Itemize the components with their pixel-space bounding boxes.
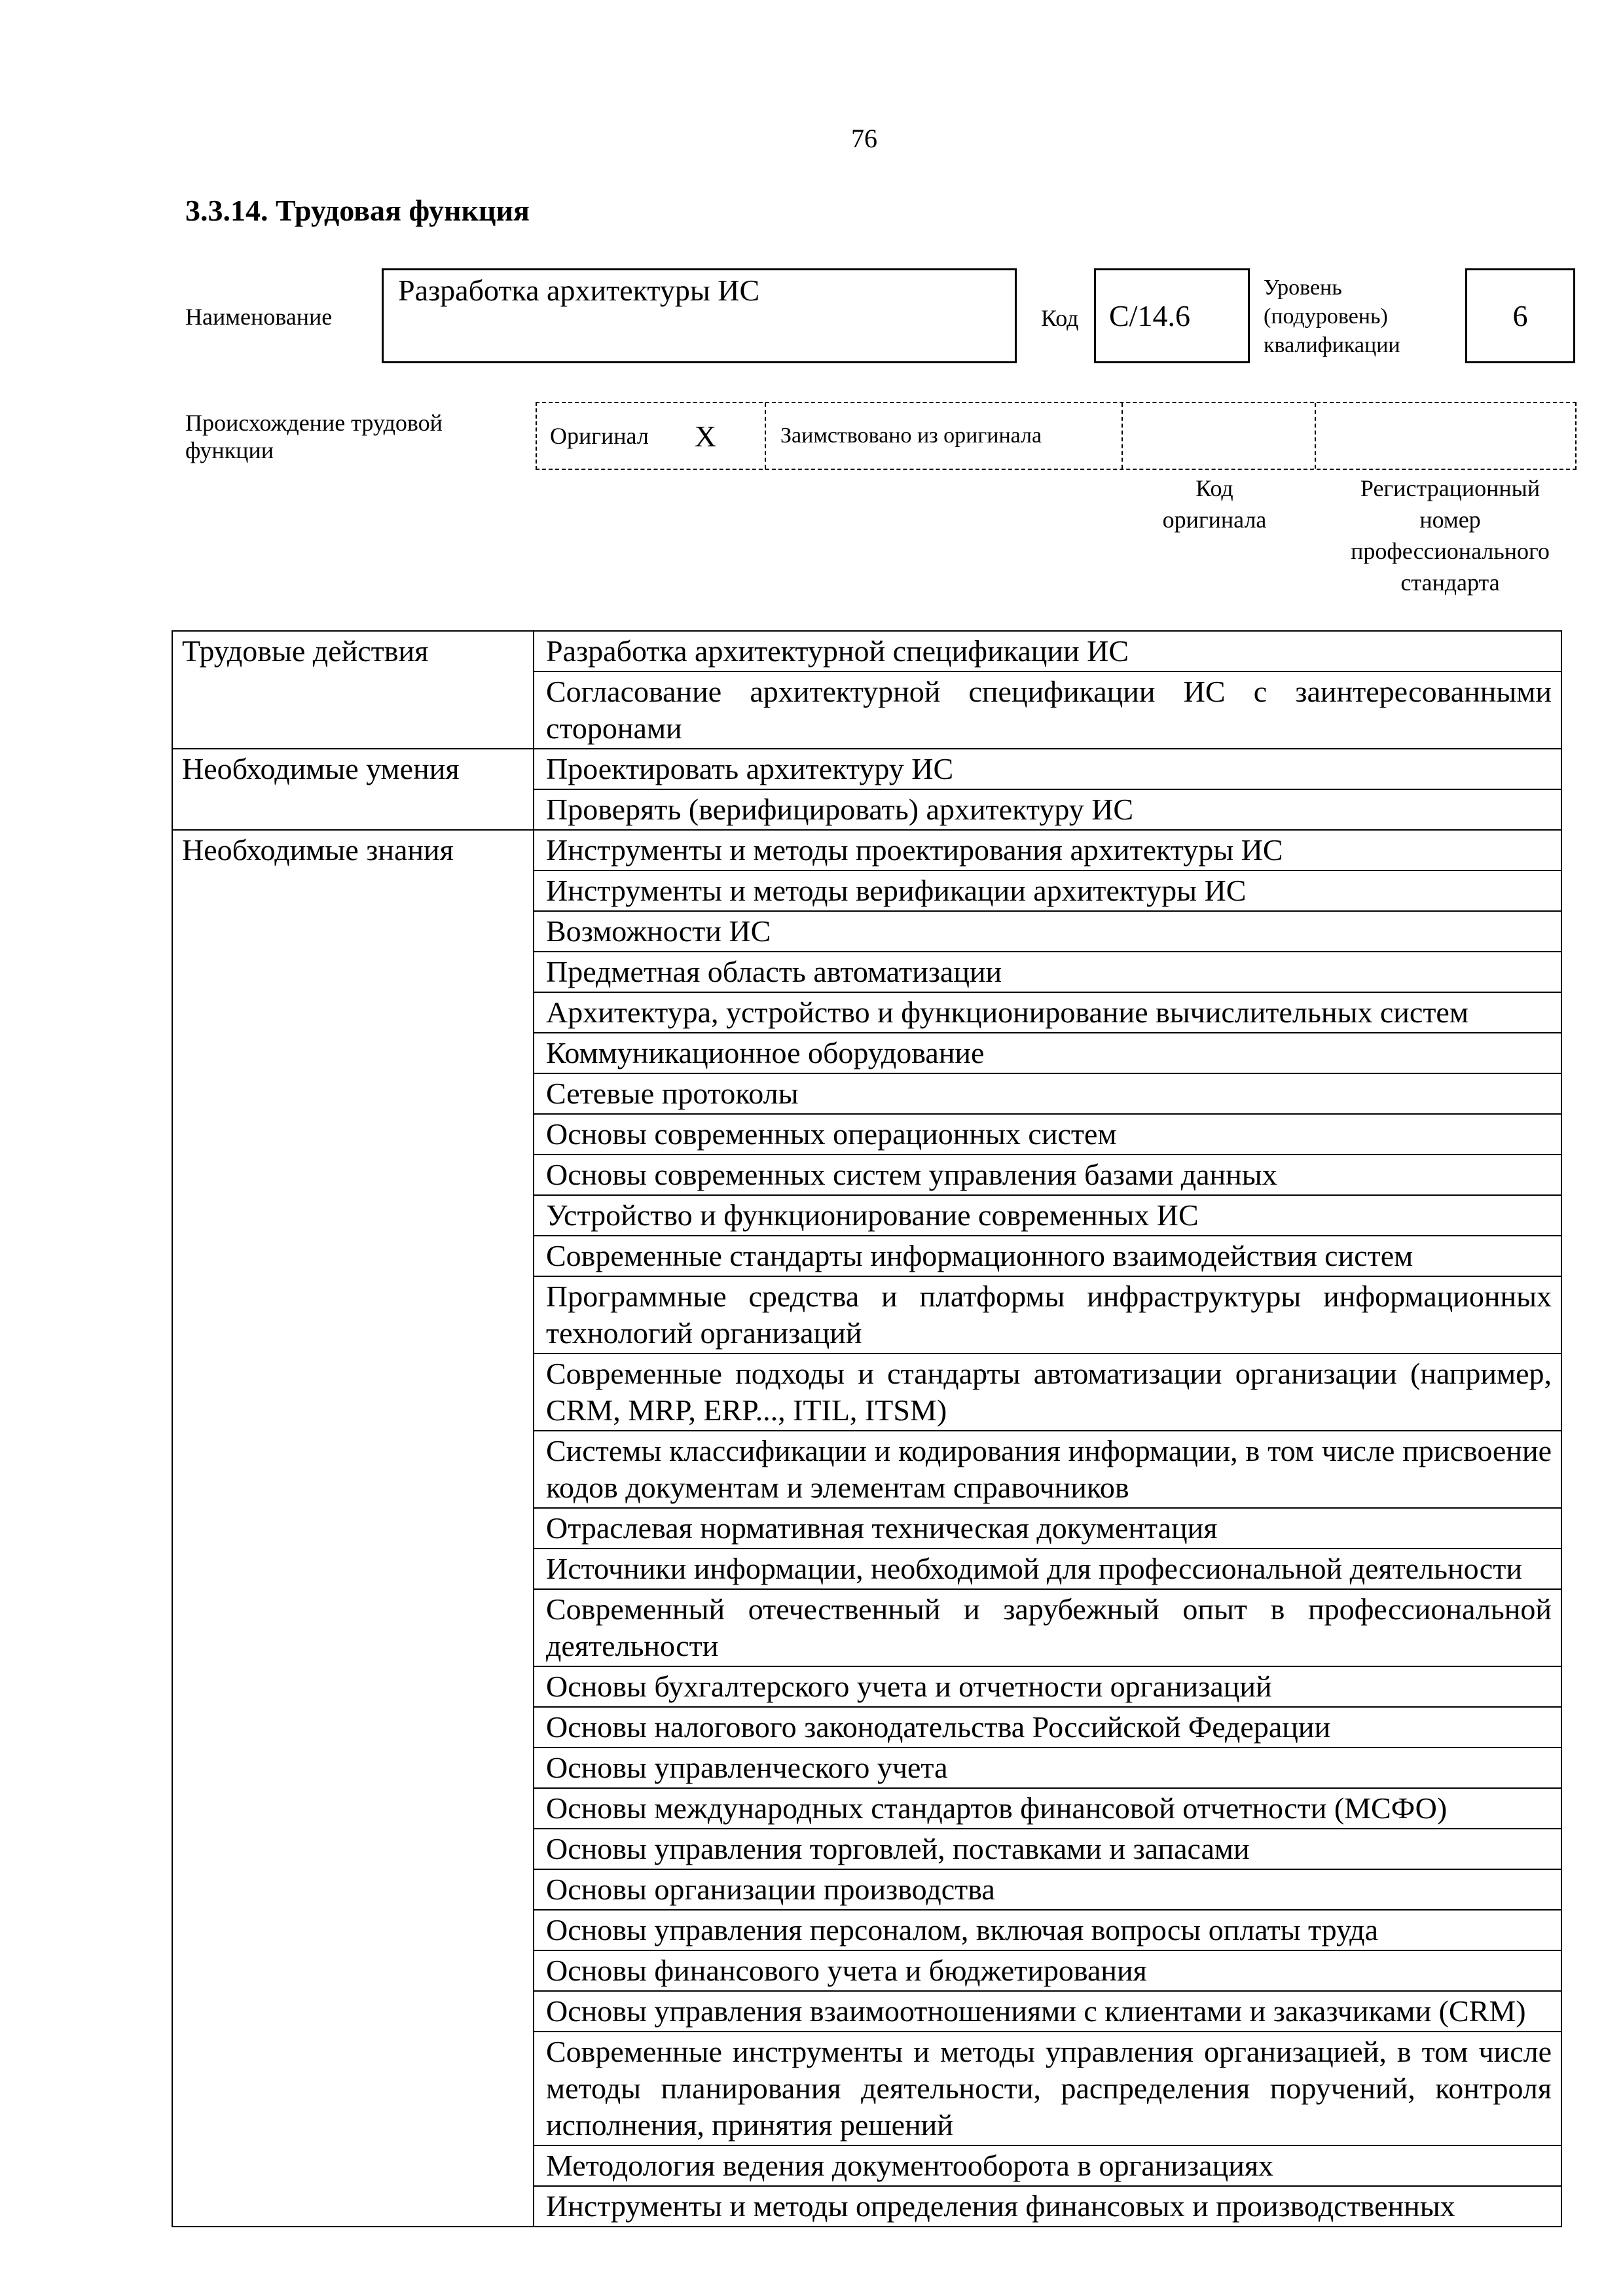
section-title: 3.3.14. Трудовая функция: [185, 194, 530, 227]
qualification-level-field: 6: [1465, 268, 1575, 363]
origin-label: [185, 409, 443, 464]
original-cell: [537, 403, 766, 469]
item-cell: Источники информации, необходимой для профессиональной деятельности: [534, 1549, 1561, 1589]
item-cell: Основы управления торговлей, поставками и запасами: [534, 1829, 1561, 1869]
caption-line: стандарта: [1400, 569, 1500, 596]
registration-number-cell: [1316, 403, 1575, 469]
item-cell: Современный отечественный и зарубежный опыт в профессиональной деятельности: [534, 1589, 1561, 1666]
level-label-line: (подуровень): [1264, 304, 1388, 329]
page-number: 76: [851, 124, 877, 153]
registration-number-caption: [1322, 473, 1578, 598]
item-cell: Отраслевая нормативная техническая документация: [534, 1508, 1561, 1549]
item-cell: Коммуникационное оборудование: [534, 1033, 1561, 1073]
item-cell: Архитектура, устройство и функционирование вычислительных систем: [534, 992, 1561, 1033]
item-cell: Системы классификации и кодирования информации, в том числе присвоение кодов документам и элементам справочников: [534, 1431, 1561, 1508]
function-name-field: Разработка архитектуры ИС: [382, 268, 1017, 363]
item-cell: Возможности ИС: [534, 911, 1561, 952]
origin-label-line: функции: [185, 437, 274, 463]
item-cell: Сетевые протоколы: [534, 1073, 1561, 1114]
item-cell: Разработка архитектурной спецификации ИС: [534, 631, 1561, 672]
level-label: [1264, 274, 1400, 360]
table-row: [172, 830, 1561, 870]
category-cell: Трудовые действия: [172, 631, 534, 749]
category-cell: Необходимые знания: [172, 830, 534, 2227]
table-row: [172, 749, 1561, 789]
borrowed-cell: [766, 403, 1123, 469]
item-cell: Основы налогового законодательства Российской Федерации: [534, 1707, 1561, 1748]
item-cell: Основы современных систем управления базами данных: [534, 1155, 1561, 1195]
code-label: Код: [1041, 305, 1079, 331]
item-cell: Современные стандарты информационного взаимодействия систем: [534, 1236, 1561, 1276]
item-cell: Проектировать архитектуру ИС: [534, 749, 1561, 789]
labor-function-table: [172, 630, 1562, 2227]
item-cell: Проверять (верифицировать) архитектуру ИС: [534, 789, 1561, 830]
caption-line: Регистрационный: [1360, 475, 1541, 501]
level-label-line: квалификации: [1264, 333, 1400, 357]
item-cell: Инструменты и методы определения финансовых и производственных: [534, 2186, 1561, 2227]
original-label: Оригинал: [550, 423, 649, 449]
item-cell: Основы управления взаимоотношениями с клиентами и заказчиками (CRM): [534, 1991, 1561, 2032]
name-label: Наименование: [185, 304, 333, 330]
caption-line: оригинала: [1162, 507, 1267, 533]
origin-label-line: Происхождение трудовой: [185, 410, 443, 436]
caption-line: Код: [1195, 475, 1233, 501]
item-cell: Инструменты и методы верификации архитектуры ИС: [534, 870, 1561, 911]
item-cell: Основы финансового учета и бюджетирования: [534, 1950, 1561, 1991]
item-cell: Современные инструменты и методы управления организацией, в том числе методы планирования деятельности, распределения поручений, контроля исполнения, принятия решений: [534, 2032, 1561, 2145]
item-cell: Основы организации производства: [534, 1869, 1561, 1910]
item-cell: Инструменты и методы проектирования архитектуры ИС: [534, 830, 1561, 870]
function-code-field: C/14.6: [1094, 268, 1250, 363]
original-code-cell: [1123, 403, 1316, 469]
item-cell: Основы управленческого учета: [534, 1748, 1561, 1788]
caption-line: номер: [1419, 507, 1481, 533]
item-cell: Методология ведения документооборота в организациях: [534, 2145, 1561, 2186]
item-cell: Основы бухгалтерского учета и отчетности организаций: [534, 1666, 1561, 1707]
origin-row: [536, 402, 1577, 470]
item-cell: Основы управления персоналом, включая вопросы оплаты труда: [534, 1910, 1561, 1950]
table-row: [172, 631, 1561, 672]
item-cell: Основы международных стандартов финансовой отчетности (МСФО): [534, 1788, 1561, 1829]
item-cell: Устройство и функционирование современных ИС: [534, 1195, 1561, 1236]
category-cell: Необходимые умения: [172, 749, 534, 830]
original-mark: X: [694, 419, 717, 453]
original-code-caption: [1113, 473, 1316, 535]
caption-line: профессионального: [1351, 538, 1550, 564]
level-label-line: Уровень: [1264, 276, 1342, 300]
item-cell: Предметная область автоматизации: [534, 952, 1561, 992]
item-cell: Программные средства и платформы инфраструктуры информационных технологий организаций: [534, 1276, 1561, 1354]
item-cell: Согласование архитектурной спецификации ИС с заинтересованными сторонами: [534, 672, 1561, 749]
item-cell: Основы современных операционных систем: [534, 1114, 1561, 1155]
borrowed-label: Заимствовано из оригинала: [780, 423, 1042, 448]
item-cell: Современные подходы и стандарты автоматизации организации (например, CRM, MRP, ERP..., ITIL, ITSM): [534, 1354, 1561, 1431]
